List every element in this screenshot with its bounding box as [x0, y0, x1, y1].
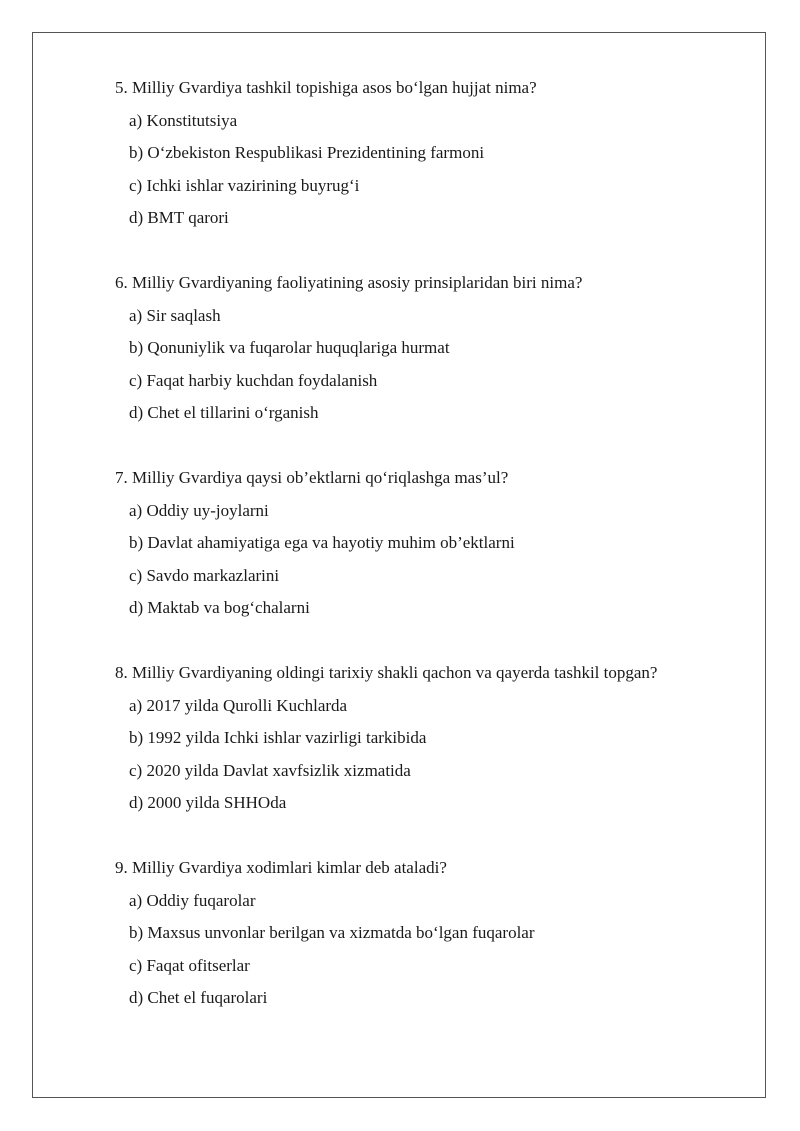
option-b: b) O‘zbekiston Respublikasi Prezidentining farmoni [129, 143, 485, 162]
option-c: c) 2020 yilda Davlat xavfsizlik xizmatida [129, 760, 411, 780]
question-6 [115, 267, 755, 430]
option-d: d) Chet el tillarini o‘rganish [129, 403, 319, 422]
option-b: b) Qonuniylik va fuqarolar huquqlariga hurmat [129, 338, 450, 357]
option-b: b) Maxsus unvonlar berilgan va xizmatda bo‘lgan fuqarolar [129, 923, 535, 942]
question-5 [115, 72, 755, 235]
option-d: d) Chet el fuqarolari [129, 988, 268, 1007]
question-8 [115, 657, 755, 820]
option-d: d) Maktab va bog‘chalarni [129, 598, 310, 617]
option-d: d) BMT qarori [129, 208, 229, 227]
option-c: c) Ichki ishlar vazirining buyrug‘i [129, 175, 360, 195]
question-9 [115, 852, 755, 1015]
option-d: d) 2000 yilda SHHOda [129, 793, 287, 812]
option-c: c) Savdo markazlarini [129, 565, 280, 585]
option-a: a) 2017 yilda Qurolli Kuchlarda [129, 695, 348, 715]
option-c: c) Faqat harbiy kuchdan foydalanish [129, 370, 378, 390]
question-text: 8. Milliy Gvardiyaning oldingi tarixiy shakli qachon va qayerda tashkil topgan? [115, 663, 658, 682]
option-b: b) Davlat ahamiyatiga ega va hayotiy muhim ob’ektlarni [129, 533, 515, 552]
question-7 [115, 462, 755, 625]
option-a: a) Oddiy uy-joylarni [129, 500, 269, 520]
option-a: a) Oddiy fuqarolar [129, 890, 256, 910]
option-c: c) Faqat ofitserlar [129, 955, 250, 975]
question-text: 9. Milliy Gvardiya xodimlari kimlar deb ataladi? [115, 858, 447, 877]
option-a: a) Konstitutsiya [129, 110, 238, 130]
question-text: 5. Milliy Gvardiya tashkil topishiga asos bo‘lgan hujjat nima? [115, 78, 537, 97]
question-text: 6. Milliy Gvardiyaning faoliyatining asosiy prinsiplaridan biri nima? [115, 273, 583, 292]
option-b: b) 1992 yilda Ichki ishlar vazirligi tarkibida [129, 728, 427, 747]
option-a: a) Sir saqlash [129, 305, 221, 325]
quiz-content [115, 72, 755, 1047]
question-text: 7. Milliy Gvardiya qaysi ob’ektlarni qo‘riqlashga mas’ul? [115, 468, 509, 487]
